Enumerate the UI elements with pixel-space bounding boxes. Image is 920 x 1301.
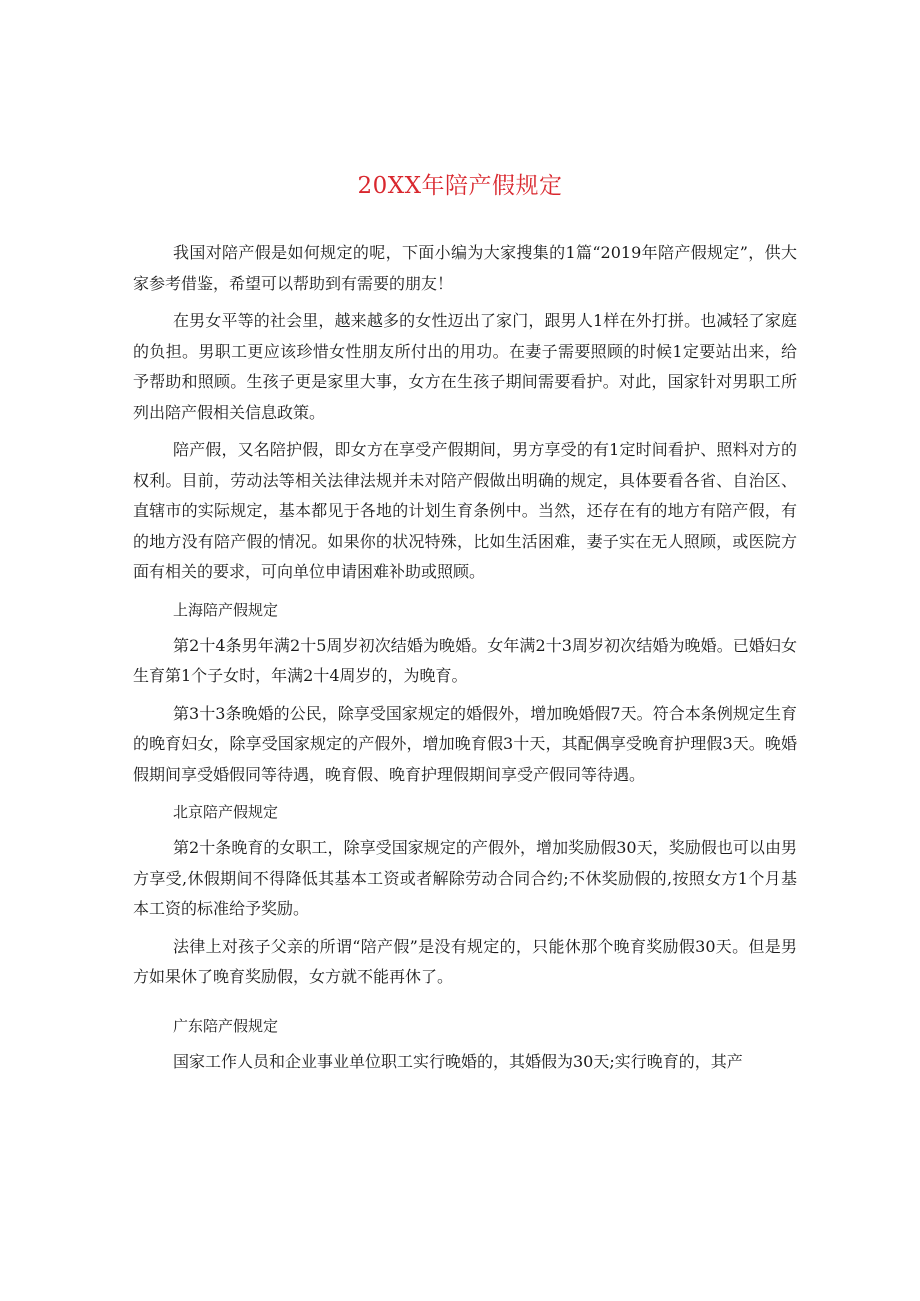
paragraph: 第2十条晚育的女职工，除享受国家规定的产假外，增加奖励假30天，奖励假也可以由男方享受,休假期间不得降低其基本工资或者解除劳动合同合约;不休奖励假的,按照女方1个月基本工资的标准给予奖励。 <box>133 838 797 918</box>
section-heading-shanghai: 上海陪产假规定 <box>173 600 279 619</box>
paragraph: 法律上对孩子父亲的所谓“陪产假”是没有规定的，只能休那个晚育奖励假30天。但是男方如果休了晚育奖励假，女方就不能再休了。 <box>133 936 797 986</box>
page-title: 20XX年陪产假规定 <box>357 173 563 199</box>
paragraph: 第2十4条男年满2十5周岁初次结婚为晚婚。女年满2十3周岁初次结婚为晚婚。已婚妇女生育第1个子女时，年满2十4周岁的，为晚育。 <box>133 635 797 685</box>
paragraph: 在男女平等的社会里，越来越多的女性迈出了家门，跟男人1样在外打拼。也减轻了家庭的负担。男职工更应该珍惜女性朋友所付出的用功。在妻子需要照顾的时候1定要站出来，给予帮助和照顾。生孩子更是家里大事，女方在生孩子期间需要看护。对此，国家针对男职工所列出陪产假相关信息政策。 <box>133 311 797 422</box>
intro-paragraph: 我国对陪产假是如何规定的呢，下面小编为大家搜集的1篇“2019年陪产假规定”，供大家参考借鉴，希望可以帮助到有需要的朋友！ <box>133 243 797 293</box>
document-body <box>133 238 797 1084</box>
paragraph: 陪产假，又名陪护假，即女方在享受产假期间，男方享受的有1定时间看护、照料对方的权利。目前，劳动法等相关法律法规并未对陪产假做出明确的规定，具体要看各省、自治区、直辖市的实际规定，基本都见于各地的计划生育条例中。当然，还存在有的地方有陪产假，有的地方没有陪产假的情况。如果你的状况特殊，比如生活困难，妻子实在无人照顾，或医院方面有相关的要求，可向单位申请困难补助或照顾。 <box>133 440 797 581</box>
paragraph: 国家工作人员和企业事业单位职工实行晚婚的，其婚假为30天;实行晚育的，其产 <box>173 1051 743 1071</box>
section-heading-beijing: 北京陪产假规定 <box>173 803 279 821</box>
paragraph: 第3十3条晚婚的公民，除享受国家规定的婚假外，增加晚婚假7天。符合本条例规定生育的晚育妇女，除享受国家规定的产假外，增加晚育假3十天，其配偶享受晚育护理假3天。晚婚假期间享受婚假同等待遇，晚育假、晚育护理假期间享受产假同等待遇。 <box>133 703 797 784</box>
section-heading-guangdong: 广东陪产假规定 <box>173 1016 279 1035</box>
